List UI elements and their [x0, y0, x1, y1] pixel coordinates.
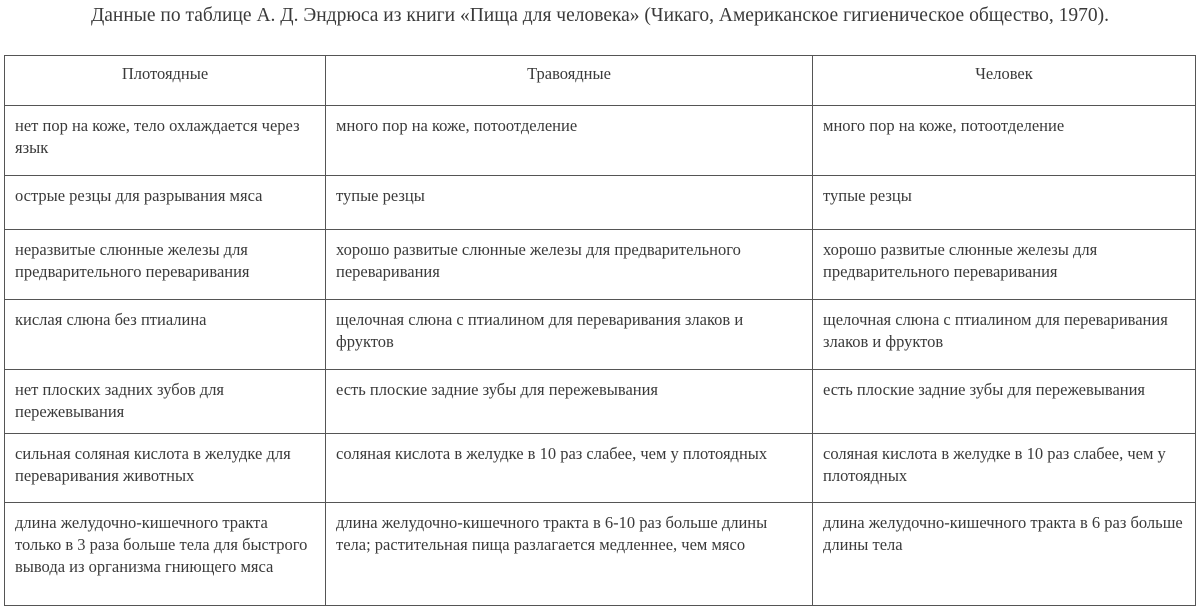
cell-carnivores: нет плоских задних зубов для пережевывания	[5, 370, 326, 434]
cell-herbivores: щелочная слюна с птиалином для переваривания злаков и фруктов	[326, 300, 813, 370]
cell-herbivores: много пор на коже, потоотделение	[326, 106, 813, 176]
cell-carnivores: нет пор на коже, тело охлаждается через язык	[5, 106, 326, 176]
cell-human: хорошо развитые слюнные железы для предварительного переваривания	[813, 230, 1196, 300]
cell-human: есть плоские задние зубы для пережевывания	[813, 370, 1196, 434]
header-carnivores: Плотоядные	[5, 56, 326, 106]
cell-carnivores: неразвитые слюнные железы для предварительного переваривания	[5, 230, 326, 300]
table-row	[5, 503, 1196, 606]
cell-human: тупые резцы	[813, 176, 1196, 230]
cell-carnivores: кислая слюна без птиалина	[5, 300, 326, 370]
comparison-table	[4, 55, 1196, 606]
cell-herbivores: есть плоские задние зубы для пережевывания	[326, 370, 813, 434]
cell-carnivores: сильная соляная кислота в желудке для переваривания животных	[5, 434, 326, 503]
cell-human: щелочная слюна с птиалином для переваривания злаков и фруктов	[813, 300, 1196, 370]
table-header-row	[5, 56, 1196, 106]
table-row	[5, 370, 1196, 434]
header-human: Человек	[813, 56, 1196, 106]
cell-herbivores: длина желудочно-кишечного тракта в 6-10 раз больше длины тела; растительная пища разлагается медленнее, чем мясо	[326, 503, 813, 606]
table-row	[5, 176, 1196, 230]
table-row	[5, 106, 1196, 176]
cell-human: много пор на коже, потоотделение	[813, 106, 1196, 176]
table-row	[5, 300, 1196, 370]
table-row	[5, 230, 1196, 300]
table-row	[5, 434, 1196, 503]
cell-carnivores: длина желудочно-кишечного тракта только в 3 раза больше тела для быстрого вывода из организма гниющего мяса	[5, 503, 326, 606]
header-herbivores: Травоядные	[326, 56, 813, 106]
cell-human: соляная кислота в желудке в 10 раз слабее, чем у плотоядных	[813, 434, 1196, 503]
cell-herbivores: тупые резцы	[326, 176, 813, 230]
cell-carnivores: острые резцы для разрывания мяса	[5, 176, 326, 230]
cell-herbivores: хорошо развитые слюнные железы для предварительного переваривания	[326, 230, 813, 300]
cell-herbivores: соляная кислота в желудке в 10 раз слабее, чем у плотоядных	[326, 434, 813, 503]
table-caption: Данные по таблице А. Д. Эндрюса из книги «Пища для человека» (Чикаго, Американское гигиеническое общество, 1970).	[90, 5, 1110, 26]
cell-human: длина желудочно-кишечного тракта в 6 раз больше длины тела	[813, 503, 1196, 606]
